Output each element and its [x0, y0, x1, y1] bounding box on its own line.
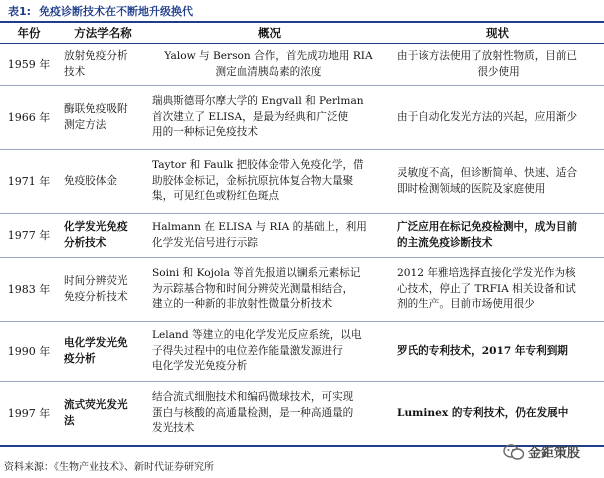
row-status-line: 心技术，停止了 TRFIA 相关设备和试 [397, 282, 576, 295]
row-method-line: 测定方法 [64, 118, 107, 131]
row-method [58, 336, 148, 367]
watermark [503, 442, 580, 461]
row-method [58, 220, 148, 251]
row-method-line: 放射免疫分析 [64, 50, 128, 62]
row-status-line: 剂的生产。目前市场使用很少 [397, 298, 535, 311]
row-overview-line: Taytor 和 Faulk 把胶体金带入免疫化学，借 [152, 159, 364, 172]
row-year: 1990 年 [7, 344, 51, 358]
row-year: 1983 年 [7, 282, 51, 296]
row-overview-line: Leland 等建立的电化学发光反应系统，以电 [152, 329, 362, 342]
row-status-line: 的主流免疫诊断技术 [397, 236, 493, 249]
row-overview-line: 结合流式细胞技术和编码微球技术，可实现 [152, 391, 354, 404]
row-method-line: 电化学发光免 [64, 337, 128, 349]
row-overview [148, 94, 391, 141]
row-overview-line: 发光技术 [152, 422, 195, 435]
row-year: 1971 年 [7, 174, 51, 188]
row-status-line: 即时检测领域的医院及家庭使用 [397, 182, 546, 195]
row-status [391, 166, 604, 197]
row-method-line: 免疫胶体金 [64, 174, 117, 187]
row-year: 1977 年 [7, 228, 51, 242]
row-method [58, 274, 148, 305]
table-row [0, 150, 604, 214]
table-body [0, 44, 604, 447]
row-overview-line: 测定血清胰岛素的浓度 [215, 65, 322, 78]
row-method-line: 时间分辨荧光 [64, 275, 128, 287]
row-overview-line: 用的一种标记免疫技术 [152, 126, 258, 139]
table-caption [8, 3, 193, 19]
row-status [391, 406, 604, 422]
row-overview-line: 集，可见红色或粉红色斑点 [152, 190, 280, 203]
source-note: 资料来源：《生物产业技术》、新时代证券研究所 [4, 462, 214, 473]
row-overview [148, 328, 391, 375]
table-row [0, 382, 604, 447]
table-row [0, 86, 604, 150]
table-row [0, 214, 604, 258]
row-overview-line: 电化学发光免疫分析 [152, 360, 248, 373]
row-overview [148, 49, 391, 80]
tech-table [0, 21, 604, 447]
row-status [391, 110, 604, 126]
table-row [0, 44, 604, 86]
row-method-line: 分析技术 [64, 236, 107, 249]
row-overview-line: 蛋白与核酸的高通量检测，是一种高通量的 [152, 406, 354, 419]
row-year: 1959 年 [7, 57, 51, 71]
row-method-line: 疫分析 [64, 352, 96, 365]
header-overview: 概况 [258, 26, 281, 40]
row-overview-line: 化学发光信号进行示踪 [152, 236, 258, 249]
header-status: 现状 [486, 26, 509, 40]
row-status [391, 266, 604, 313]
row-overview [148, 158, 391, 205]
caption-label: 表1: [8, 5, 32, 18]
row-method-line: 流式荧光发光 [64, 399, 128, 411]
table-row [0, 322, 604, 382]
row-method-line: 免疫分析技术 [64, 290, 128, 303]
row-status-line: 由于该方法使用了放射性物质，目前已 [397, 50, 578, 62]
row-overview-line: Soini 和 Kojola 等首先报道以镧系元素标记 [152, 267, 361, 280]
row-method-line: 酶联免疫吸附 [64, 103, 128, 115]
row-year: 1966 年 [7, 110, 51, 124]
row-overview-line: Yalow 与 Berson 合作，首先成功地用 RIA [164, 50, 373, 62]
caption-title: 免疫诊断技术在不断地升级换代 [39, 5, 194, 18]
watermark-text: 金鉅策股 [527, 446, 580, 461]
table-row [0, 258, 604, 322]
row-method-line: 法 [64, 414, 75, 427]
row-overview [148, 220, 391, 251]
row-method-line: 化学发光免疫 [64, 221, 128, 233]
row-overview [148, 266, 391, 313]
row-method [58, 102, 148, 133]
row-status-line: 很少使用 [477, 65, 520, 78]
header-method: 方法学名称 [74, 26, 132, 40]
row-overview [148, 390, 391, 437]
row-overview-line: 子得失过程中的电位差作能量激发源进行 [152, 344, 343, 357]
row-overview-line: 首次建立了 ELISA，是最为经典和广泛使 [152, 110, 349, 123]
row-status [391, 220, 604, 251]
row-status-line: 广泛应用在标记免疫检测中，成为目前 [397, 221, 578, 233]
chat-bubble-icon [503, 443, 525, 461]
row-status-line: 灵敏度不高，但诊断简单、快速、适合 [397, 167, 578, 179]
row-overview-line: Halmann 在 ELISA 与 RIA 的基础上，利用 [152, 221, 367, 233]
header-year: 年份 [17, 26, 41, 40]
row-overview-line: 助胶体金标记，金标抗原抗体复合物大量聚 [152, 174, 354, 187]
row-overview-line: 为示踪基合物和时间分辨荧光测量相结合， [152, 282, 354, 295]
row-status [391, 49, 604, 80]
row-overview-line: 建立的一种新的非放射性微量分析技术 [152, 298, 333, 311]
table-header [0, 23, 604, 44]
row-method-line: 技术 [64, 65, 86, 78]
row-status-line: 由于自动化发光方法的兴起，应用渐少 [397, 110, 578, 123]
row-method [58, 174, 148, 190]
row-status [391, 344, 604, 360]
row-status-line: 罗氏的专利技术，2017 年专利到期 [397, 344, 568, 357]
row-status-line: 2012 年雅培选择直接化学发光作为核 [397, 267, 576, 280]
row-status-line: Luminex 的专利技术，仍在发展中 [397, 406, 569, 419]
row-method [58, 49, 148, 80]
row-year: 1997 年 [7, 406, 51, 420]
row-overview-line: 瑞典斯德哥尔摩大学的 Engvall 和 Perlman [152, 95, 364, 108]
row-method [58, 398, 148, 429]
